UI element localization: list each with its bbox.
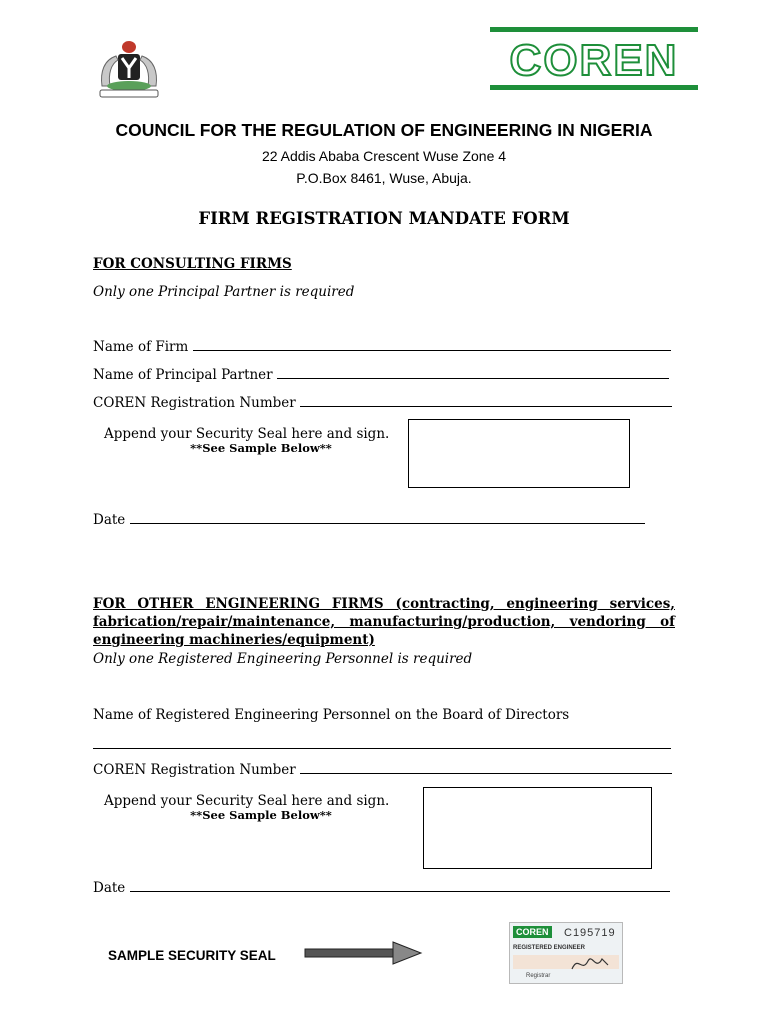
seal-registrar: Registrar	[526, 973, 551, 979]
sample-seal-label: SAMPLE SECURITY SEAL	[108, 948, 276, 963]
seal-number: C195719	[564, 927, 616, 939]
seal-logo: COREN	[513, 926, 552, 938]
name-of-firm-row	[93, 339, 675, 355]
principal-partner-row	[93, 367, 675, 383]
date-field-1[interactable]	[130, 522, 645, 524]
date-field-2[interactable]	[130, 890, 670, 892]
coren-reg-field-2[interactable]	[300, 772, 672, 774]
date-label-2: Date	[93, 880, 126, 896]
coren-logo	[490, 27, 698, 91]
seal-title: REGISTERED ENGINEER	[513, 945, 586, 951]
date-row-2	[93, 880, 673, 896]
arrow-right-icon	[303, 940, 423, 966]
other-firms-note: Only one Registered Engineering Personnel is required	[93, 651, 473, 667]
personnel-field[interactable]	[93, 748, 671, 749]
coren-reg-label-1: COREN Registration Number	[93, 395, 296, 411]
consulting-heading: FOR CONSULTING FIRMS	[93, 256, 292, 272]
principal-partner-label: Name of Principal Partner	[93, 367, 273, 383]
date-row-1	[93, 512, 653, 528]
coren-reg-row-2	[93, 762, 675, 778]
form-title: FIRM REGISTRATION MANDATE FORM	[198, 209, 570, 228]
see-sample-note-1: **See Sample Below**	[190, 441, 332, 455]
see-sample-note-2: **See Sample Below**	[190, 808, 332, 822]
coat-of-arms-emblem	[92, 38, 166, 100]
principal-partner-field[interactable]	[277, 377, 669, 379]
name-of-firm-field[interactable]	[193, 349, 671, 351]
sample-security-seal-image	[509, 922, 623, 984]
append-seal-text-1: Append your Security Seal here and sign.	[104, 426, 390, 442]
security-seal-box-2[interactable]	[423, 787, 652, 869]
coren-reg-row-1	[93, 395, 675, 411]
coren-logo-text: COREN	[509, 36, 679, 85]
personnel-label: Name of Registered Engineering Personnel on the Board of Directors	[93, 707, 570, 723]
security-seal-box-1[interactable]	[408, 419, 630, 488]
address-line-1: 22 Addis Ababa Crescent Wuse Zone 4	[261, 148, 507, 164]
append-seal-text-2: Append your Security Seal here and sign.	[104, 793, 390, 809]
other-firms-heading: FOR OTHER ENGINEERING FIRMS (contracting, engineering services, fabrication/repair/maintenance, manufacturing/production, vendoring of engineering machineries/equipment)	[93, 596, 675, 648]
council-title: COUNCIL FOR THE REGULATION OF ENGINEERING IN NIGERIA	[115, 120, 653, 140]
name-of-firm-label: Name of Firm	[93, 339, 189, 355]
signature-icon	[570, 951, 610, 975]
coren-reg-field-1[interactable]	[300, 405, 672, 407]
coren-reg-label-2: COREN Registration Number	[93, 762, 296, 778]
address-line-2: P.O.Box 8461, Wuse, Abuja.	[296, 170, 472, 186]
consulting-note: Only one Principal Partner is required	[93, 284, 355, 300]
date-label-1: Date	[93, 512, 126, 528]
